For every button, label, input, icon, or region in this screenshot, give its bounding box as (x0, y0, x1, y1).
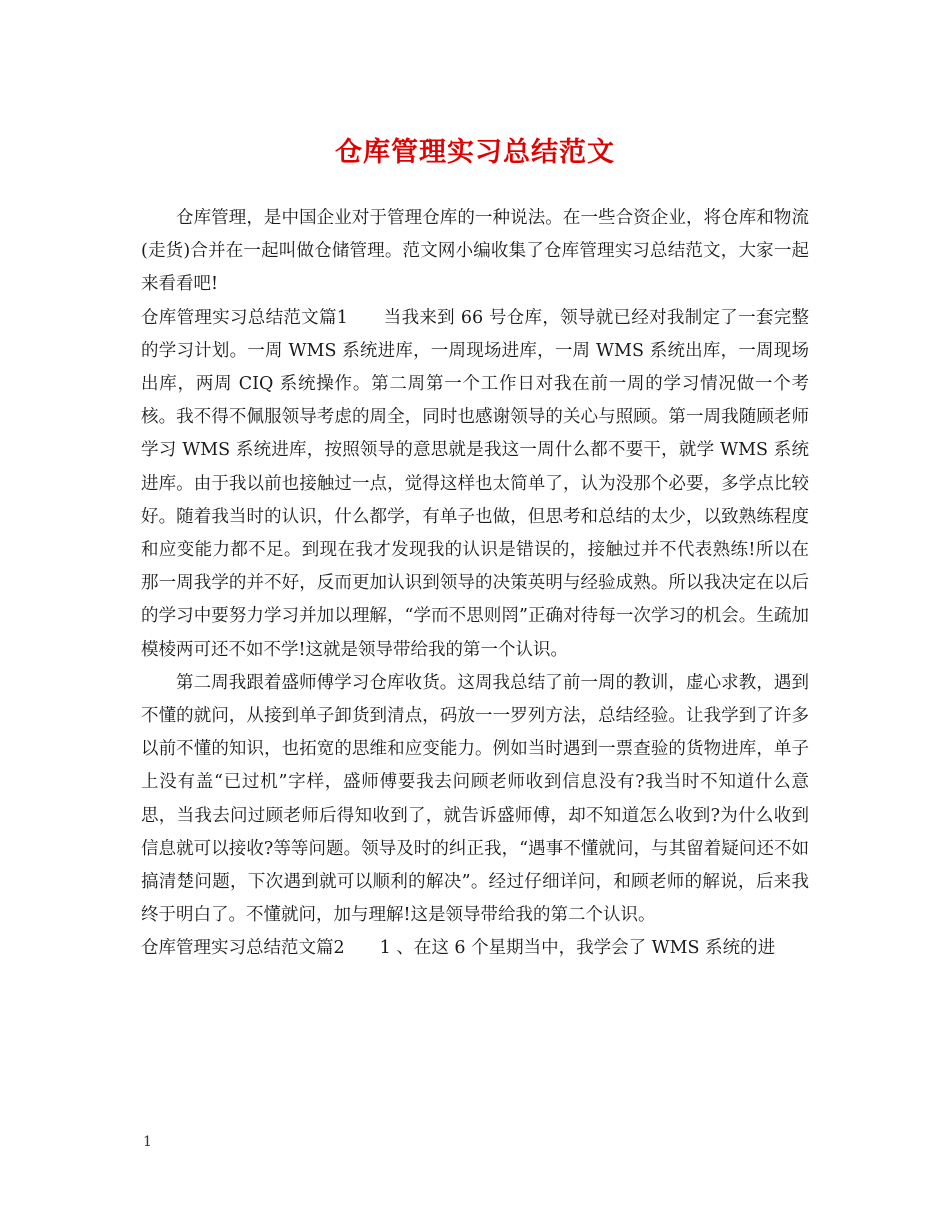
section-1-paragraph: 仓库管理实习总结范文篇1 当我来到 66 号仓库，领导就已经对我制定了一套完整的学习计划。一周 WMS 系统进库，一周现场进库，一周 WMS 系统出库，一周现场出库，两周 CIQ 系统操作。第二周第一个工作日对我在前一周的学习情况做一个考核。我不得不佩服领导考虑的周全，同时也感谢领导的关心与照顾。第一周我随顾老师学习 WMS 系统进库，按照领导的意思就是我这一周什么都不要干，就学 WMS 系统进库。由于我以前也接触过一点，觉得这样也太简单了，认为没那个必要，多学点比较好。随着我当时的认识，什么都学，有单子也做，但思考和总结的太少，以致熟练程度和应变能力都不足。到现在我才发现我的认识是错误的，接触过并不代表熟练!所以在那一周我学的并不好，反而更加认识到领导的决策英明与经验成熟。所以我决定在以后的学习中要努力学习并加以理解，“学而不思则罔”正确对待每一次学习的机会。生疏加模棱两可还不如不学!这就是领导带给我的第一个认识。 (141, 307, 809, 660)
section-2-paragraph: 仓库管理实习总结范文篇2 1 、在这 6 个星期当中，我学会了 WMS 系统的进 (141, 938, 776, 959)
document-title: 仓库管理实习总结范文 (335, 137, 615, 168)
intro-paragraph: 仓库管理，是中国企业对于管理仓库的一种说法。在一些合资企业，将仓库和物流(走货)合并在一起叫做仓储管理。范文网小编收集了仓库管理实习总结范文，大家一起来看看吧! (141, 208, 809, 295)
section-1-paragraph-2: 第二周我跟着盛师傅学习仓库收货。这周我总结了前一周的教训，虚心求教，遇到不懂的就问，从接到单子卸货到清点，码放一一罗列方法，总结经验。让我学到了许多以前不懂的知识，也拓宽的思维和应变能力。例如当时遇到一票查验的货物进库，单子上没有盖“已过机”字样，盛师傅要我去问顾老师收到信息没有?我当时不知道什么意思，当我去问过顾老师后得知收到了，就告诉盛师傅，却不知道怎么收到?为什么收到信息就可以接收?等等问题。领导及时的纠正我，“遇事不懂就问，与其留着疑问还不如搞清楚问题，下次遇到就可以顺利的解决”。经过仔细详问，和顾老师的解说，后来我终于明白了。不懂就问，加与理解!这是领导带给我的第二个认识。 (141, 672, 809, 926)
page-number: 1 (143, 1134, 152, 1150)
document-body (141, 202, 809, 966)
